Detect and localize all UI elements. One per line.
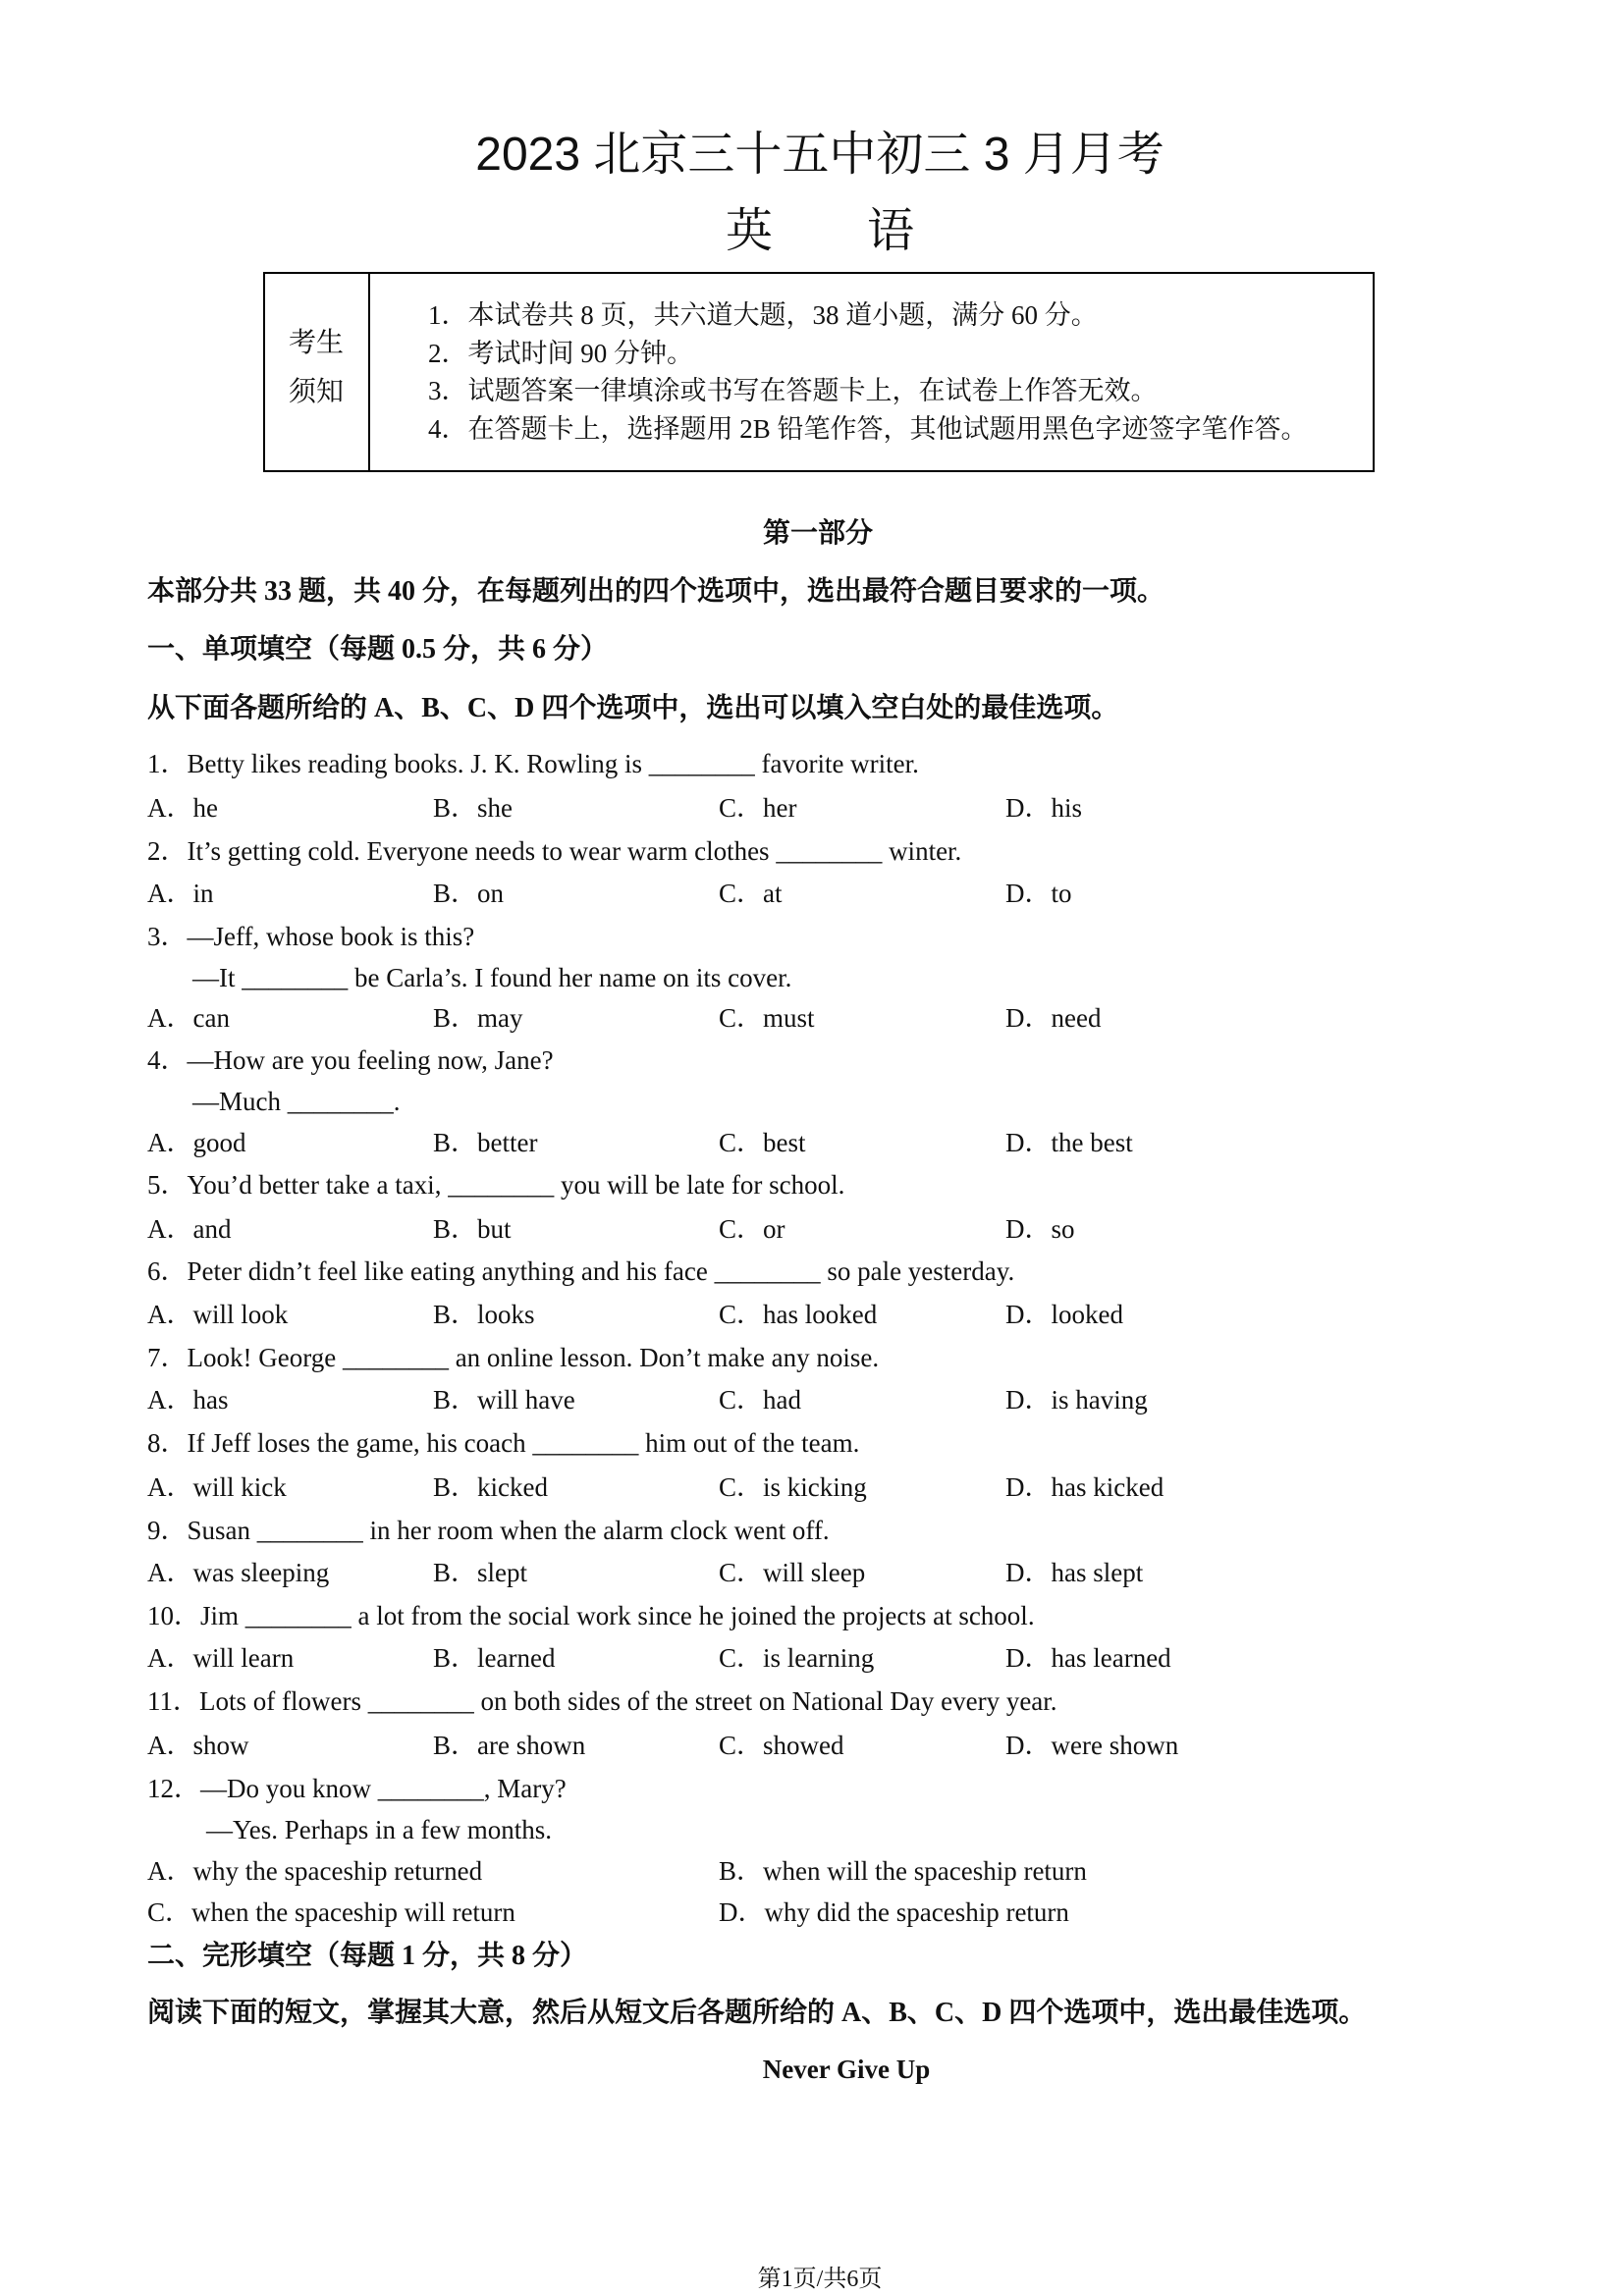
question-7-option-b: B．will have: [433, 1385, 575, 1415]
question-12-option-c: C．when the spaceship will return: [147, 1897, 515, 1927]
question-5-option-c: C．or: [719, 1214, 785, 1244]
question-2-option-d: D．to: [1005, 879, 1072, 908]
question-1-option-a: A．he: [147, 793, 218, 823]
question-6-option-d: D．looked: [1005, 1300, 1123, 1329]
question-8-option-b: B．kicked: [433, 1472, 548, 1502]
question-7-option-a: A．has: [147, 1385, 229, 1415]
question-6-option-b: B．looks: [433, 1300, 535, 1329]
page-number: 第1页/共6页: [757, 2267, 883, 2292]
question-7-option-c: C．had: [719, 1385, 801, 1415]
section1-instructions: 从下面各题所给的 A、B、C、D 四个选项中，选出可以填入空白处的最佳选项。: [147, 693, 1119, 723]
question-10-option-b: B．learned: [433, 1643, 556, 1673]
question-3-continuation: —It ________ be Carla’s. I found her name on its cover.: [192, 963, 792, 992]
passage-title: Never Give Up: [762, 2055, 931, 2084]
question-8-option-d: D．has kicked: [1005, 1472, 1164, 1502]
exam-title: 2023 北京三十五中初三 3 月月考: [475, 129, 1164, 181]
question-3-option-b: B．may: [433, 1003, 523, 1033]
question-6-stem: 6．Peter didn’t feel like eating anything and his face ________ so pale yesterday.: [147, 1256, 1015, 1286]
question-5-option-d: D．so: [1005, 1214, 1075, 1244]
part1-heading: 第一部分: [762, 518, 873, 549]
question-12-stem: 12．—Do you know ________, Mary?: [147, 1774, 567, 1803]
question-12-option-a: A．why the spaceship returned: [147, 1856, 483, 1886]
section2-instructions: 阅读下面的短文，掌握其大意，然后从短文后各题所给的 A、B、C、D 四个选项中，选出最佳选项。: [147, 1998, 1367, 2028]
question-11-option-a: A．show: [147, 1731, 249, 1760]
notice-item-4: 4．在答题卡上，选择题用 2B 铅笔作答，其他试题用黑色字迹签字笔作答。: [428, 414, 1308, 444]
notice-label-line1: 考生: [288, 327, 344, 357]
question-2-stem: 2．It’s getting cold. Everyone needs to wear warm clothes ________ winter.: [147, 836, 962, 866]
question-12-continuation: —Yes. Perhaps in a few months.: [206, 1815, 552, 1844]
question-4-option-d: D．the best: [1005, 1128, 1133, 1157]
notice-divider: [368, 272, 370, 472]
question-4-option-b: B．better: [433, 1128, 538, 1157]
question-6-option-c: C．has looked: [719, 1300, 878, 1329]
question-1-option-b: B．she: [433, 793, 513, 823]
part1-intro: 本部分共 33 题，共 40 分，在每题列出的四个选项中，选出最符合题目要求的一项。: [147, 576, 1165, 607]
question-4-stem: 4．—How are you feeling now, Jane?: [147, 1045, 554, 1075]
question-3-option-a: A．can: [147, 1003, 230, 1033]
question-3-option-d: D．need: [1005, 1003, 1102, 1033]
question-3-stem: 3．—Jeff, whose book is this?: [147, 922, 475, 951]
question-12-option-b: B．when will the spaceship return: [719, 1856, 1087, 1886]
question-1-option-d: D．his: [1005, 793, 1083, 823]
question-11-stem: 11．Lots of flowers ________ on both sides of the street on National Day every year.: [147, 1686, 1057, 1716]
question-9-option-b: B．slept: [433, 1558, 528, 1587]
notice-item-3: 3．试题答案一律填涂或书写在答题卡上，在试卷上作答无效。: [428, 376, 1158, 405]
question-8-option-a: A．will kick: [147, 1472, 287, 1502]
question-5-option-b: B．but: [433, 1214, 512, 1244]
question-2-option-a: A．in: [147, 879, 214, 908]
question-10-stem: 10．Jim ________ a lot from the social work since he joined the projects at school.: [147, 1601, 1035, 1630]
question-8-stem: 8．If Jeff loses the game, his coach ________ him out of the team.: [147, 1428, 860, 1458]
question-2-option-b: B．on: [433, 879, 505, 908]
question-1-stem: 1．Betty likes reading books. J. K. Rowling is ________ favorite writer.: [147, 749, 919, 778]
question-11-option-d: D．were shown: [1005, 1731, 1179, 1760]
question-12-option-d: D．why did the spaceship return: [719, 1897, 1069, 1927]
question-7-option-d: D．is having: [1005, 1385, 1148, 1415]
question-1-option-c: C．her: [719, 793, 797, 823]
notice-item-1: 1．本试卷共 8 页，共六道大题，38 道小题，满分 60 分。: [428, 300, 1098, 330]
question-9-option-c: C．will sleep: [719, 1558, 866, 1587]
question-11-option-b: B．are shown: [433, 1731, 586, 1760]
question-9-stem: 9．Susan ________ in her room when the alarm clock went off.: [147, 1516, 830, 1545]
question-5-stem: 5．You’d better take a taxi, ________ you will be late for school.: [147, 1170, 845, 1200]
notice-item-2: 2．考试时间 90 分钟。: [428, 339, 693, 368]
question-9-option-d: D．has slept: [1005, 1558, 1144, 1587]
question-11-option-c: C．showed: [719, 1731, 844, 1760]
question-7-stem: 7．Look! George ________ an online lesson. Don’t make any noise.: [147, 1343, 880, 1372]
question-10-option-d: D．has learned: [1005, 1643, 1171, 1673]
question-3-option-c: C．must: [719, 1003, 815, 1033]
question-4-option-c: C．best: [719, 1128, 806, 1157]
question-10-option-c: C．is learning: [719, 1643, 875, 1673]
question-4-continuation: —Much ________.: [192, 1087, 401, 1116]
question-9-option-a: A．was sleeping: [147, 1558, 330, 1587]
question-6-option-a: A．will look: [147, 1300, 289, 1329]
question-2-option-c: C．at: [719, 879, 783, 908]
question-5-option-a: A．and: [147, 1214, 232, 1244]
section2-title: 二、完形填空（每题 1 分，共 8 分）: [147, 1941, 588, 1971]
notice-label-line2: 须知: [288, 376, 344, 406]
question-8-option-c: C．is kicking: [719, 1472, 867, 1502]
subject-title: 英 语: [725, 205, 914, 257]
question-4-option-a: A．good: [147, 1128, 246, 1157]
question-10-option-a: A．will learn: [147, 1643, 295, 1673]
section1-title: 一、单项填空（每题 0.5 分，共 6 分）: [147, 634, 609, 665]
